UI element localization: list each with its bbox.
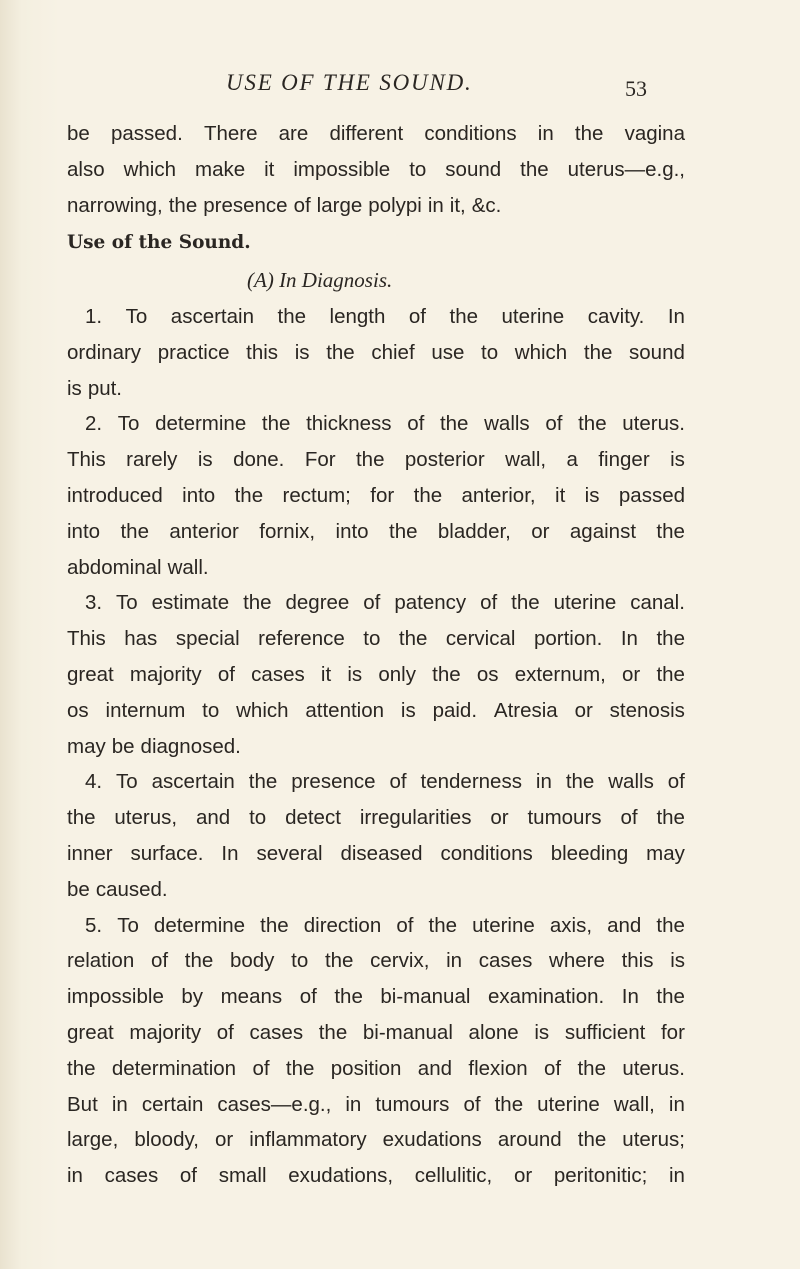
text-line: be passed. There are different conditions in the vagina	[67, 122, 685, 145]
text-line: great majority of cases the bi-manual alone is sufficient for	[67, 1020, 685, 1044]
text-line: introduced into the rectum; for the anterior, it is passed	[67, 483, 685, 507]
text-line: This rarely is done. For the posterior wall, a finger is	[67, 448, 685, 472]
text-line: impossible by means of the bi-manual examination. In the	[67, 985, 685, 1009]
text-line: also which make it impossible to sound the uterus—e.g.,	[67, 157, 685, 181]
item-5	[67, 908, 685, 1194]
text-line: in cases of small exudations, cellulitic, or peritonitic; in	[67, 1164, 685, 1188]
text-line: be caused.	[67, 877, 168, 901]
text-line: may be diagnosed.	[67, 734, 241, 758]
text-line: is put.	[67, 376, 123, 400]
text-line: inner surface. In several diseased conditions bleeding may	[67, 841, 685, 865]
text-line: This has special reference to the cervical portion. In the	[67, 627, 685, 651]
running-head: USE OF THE SOUND.	[226, 70, 473, 95]
page-header	[0, 70, 800, 110]
text-line: 2. To determine the thickness of the walls of the uterus.	[85, 412, 685, 436]
text-line: great majority of cases it is only the os externum, or the	[67, 662, 685, 686]
item-1	[67, 299, 685, 406]
text-line: the uterus, and to detect irregularities or tumours of the	[67, 806, 685, 830]
text-line: 4. To ascertain the presence of tenderness in the walls of	[85, 770, 685, 794]
subheading: (A) In Diagnosis.	[247, 268, 393, 293]
item-3	[67, 585, 685, 764]
text-line: 3. To estimate the degree of patency of the uterine canal.	[85, 591, 685, 615]
item-2	[67, 406, 685, 585]
text-line: 1. To ascertain the length of the uterine cavity. In	[85, 304, 685, 328]
text-line: narrowing, the presence of large polypi in it, &c.	[67, 193, 502, 217]
text-line: os internum to which attention is paid. Atresia or stenosis	[67, 698, 685, 722]
section-heading: Use of the Sound.	[67, 232, 251, 254]
text-line: abdominal wall.	[67, 555, 209, 579]
page-body	[67, 116, 685, 1194]
text-line: large, bloody, or inflammatory exudations around the uterus;	[67, 1128, 685, 1152]
intro-paragraph	[67, 116, 685, 223]
item-4	[67, 764, 685, 907]
text-line: the determination of the position and flexion of the uterus.	[67, 1056, 685, 1080]
text-line: 5. To determine the direction of the uterine axis, and the	[85, 913, 685, 937]
text-line: ordinary practice this is the chief use to which the sound	[67, 340, 685, 364]
text-line: into the anterior fornix, into the bladder, or against the	[67, 519, 685, 543]
text-line: But in certain cases—e.g., in tumours of the uterine wall, in	[67, 1092, 685, 1116]
text-line: relation of the body to the cervix, in cases where this is	[67, 949, 685, 973]
page-number: 53	[625, 76, 647, 101]
